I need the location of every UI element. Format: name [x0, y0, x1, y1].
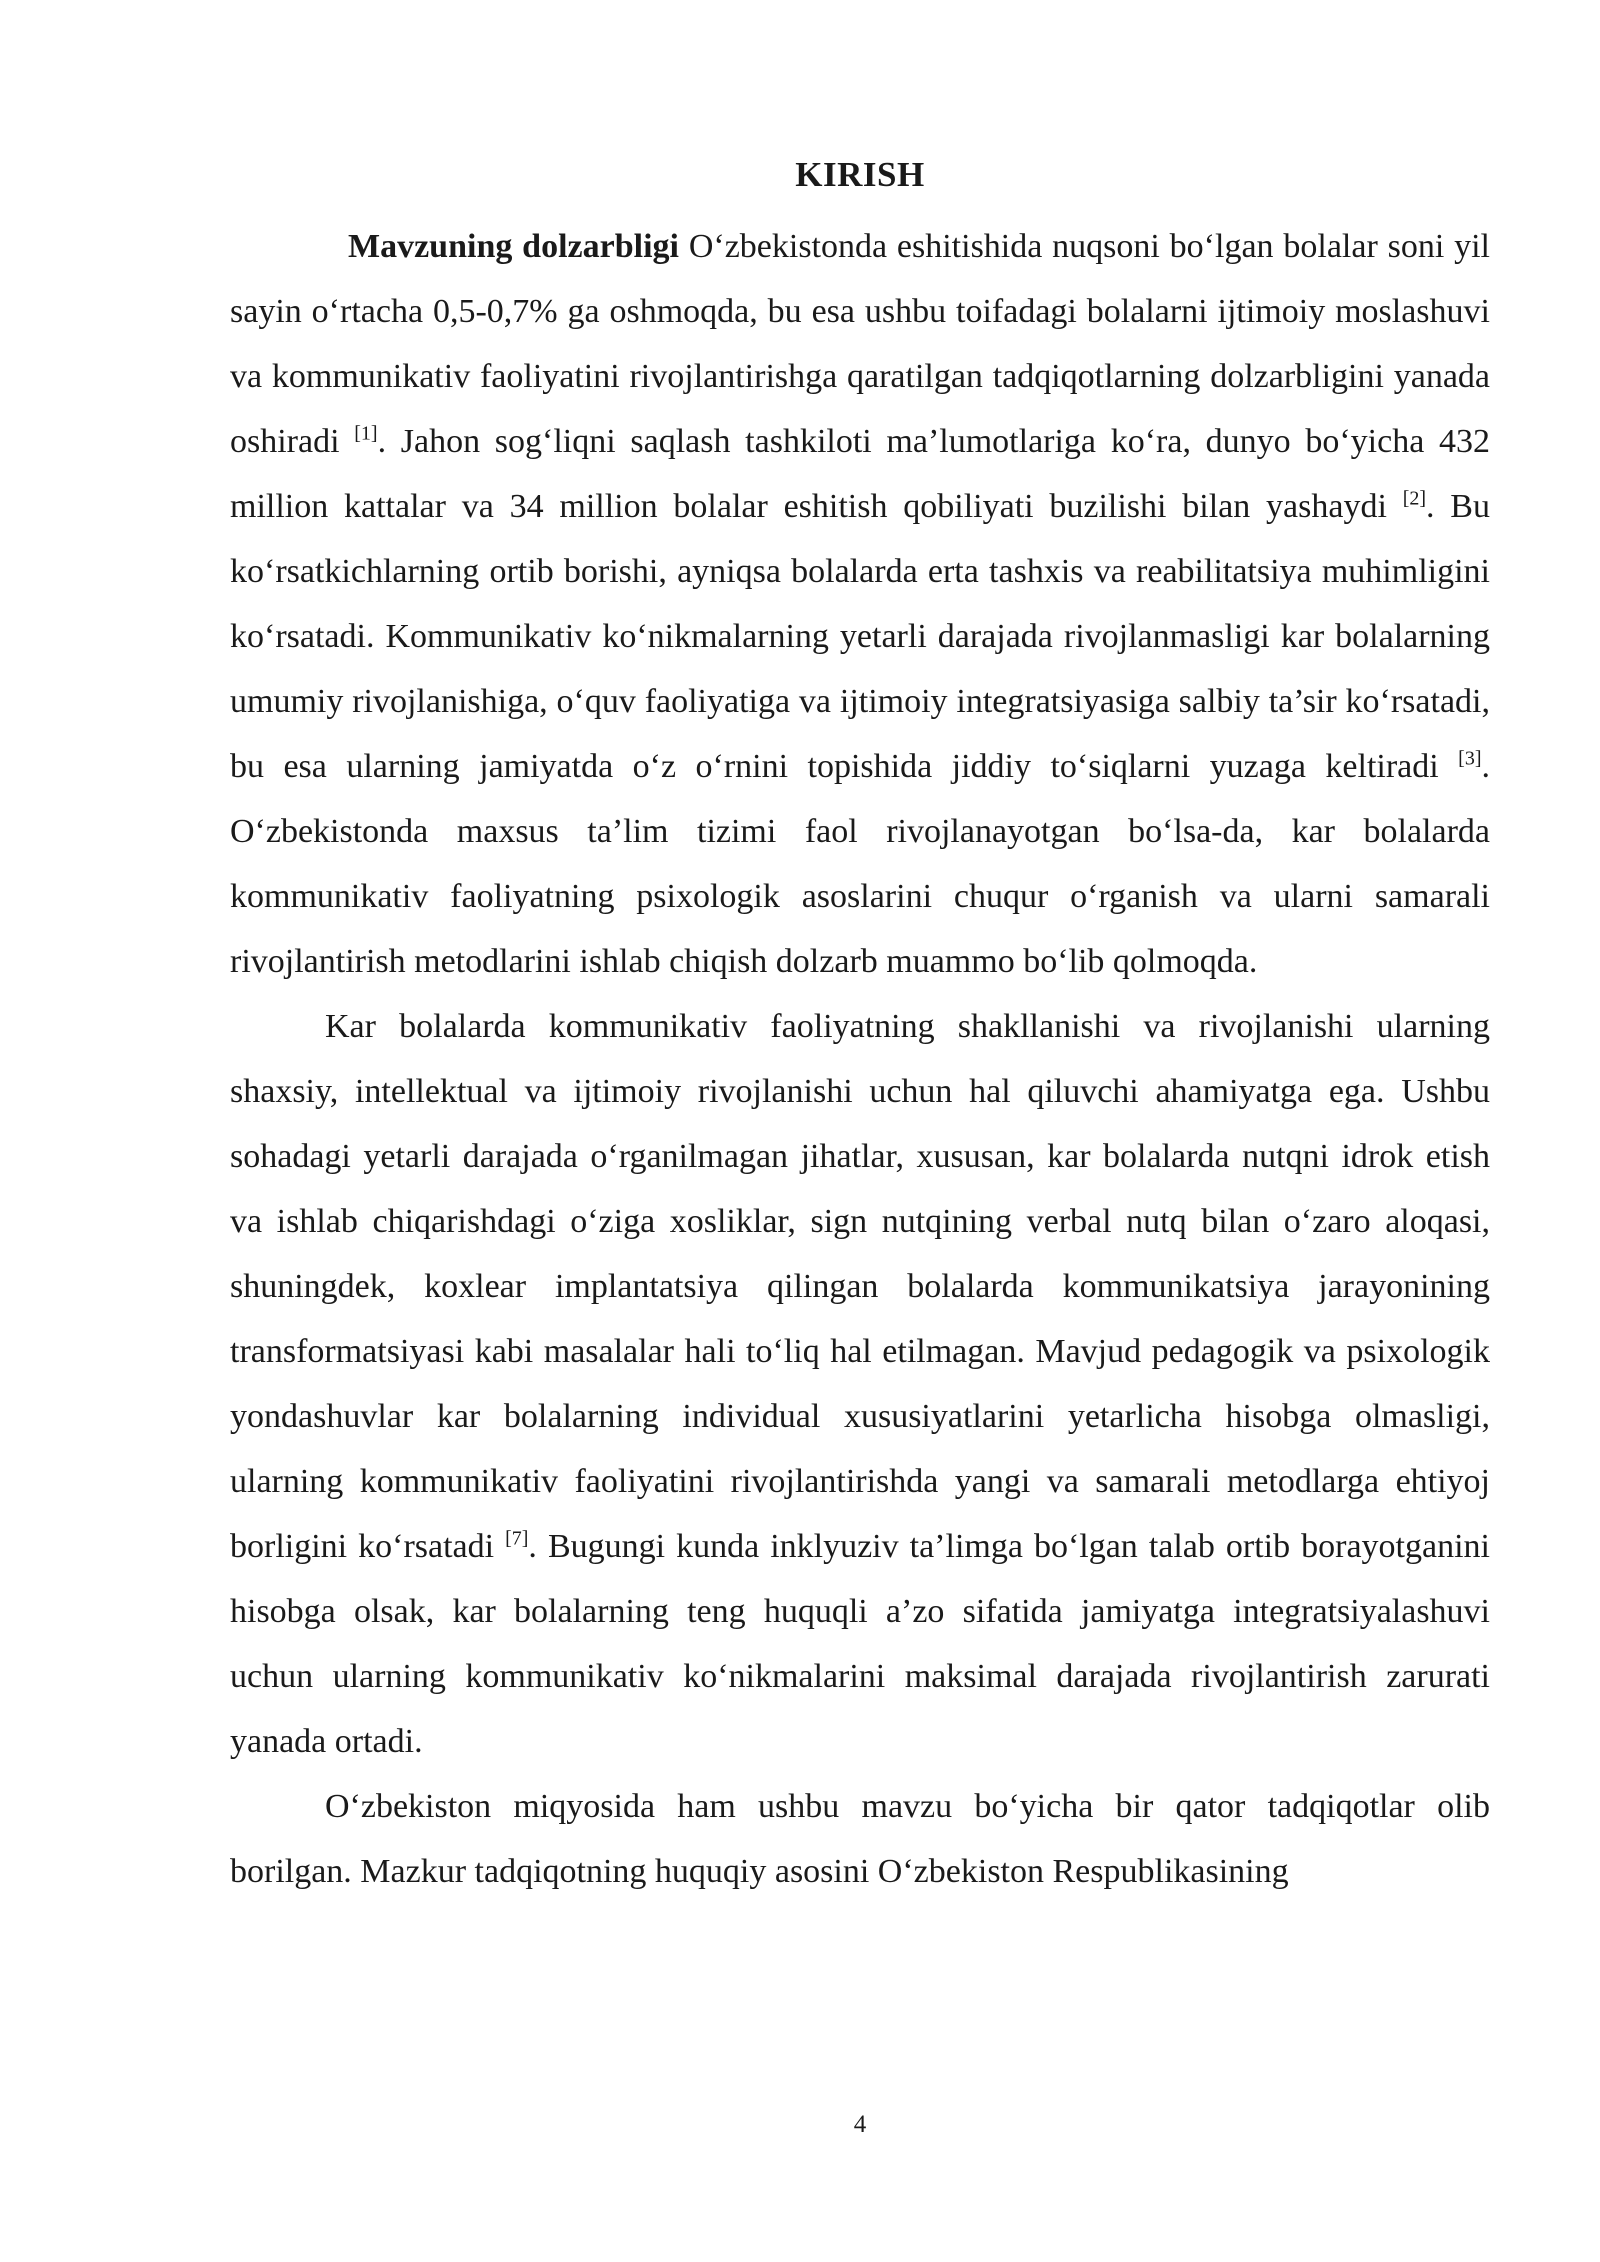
paragraph-lead: Mavzuning dolzarbligi: [348, 228, 679, 265]
page-number: 4: [853, 2111, 867, 2138]
paragraph-text: . Bu ko‘rsatkichlarning ortib borishi, ayniqsa bolalarda erta tashxis va reabilitatsiya muhimligini ko‘rsatadi. Kommunikativ ko‘nikmalarning yetarli darajada rivojlanmasligi kar bolalarning umumiy rivojlanishiga, o‘quv faoliyatiga va ijtimoiy integratsiyasiga salbiy ta’sir ko‘rsatadi, bu esa ularning jamiyatda o‘z o‘rnini topishida jiddiy to‘siqlarni yuzaga keltiradi: [230, 488, 1490, 785]
paragraph-text: . Bugungi kunda inklyuziv ta’limga bo‘lgan talab ortib borayotganini hisobga olsak, kar bolalarning teng huquqli a’zo sifatida jamiyatga integratsiyalashuvi uchun ularning kommunikativ ko‘nikmalarini maksimal darajada rivojlantirish zarurati yanada ortadi.: [230, 1528, 1490, 1760]
paragraph-communication: [230, 994, 1490, 1774]
reference-marker: [2]: [1402, 487, 1427, 510]
section-heading: KIRISH: [795, 155, 925, 194]
page-content: [230, 150, 1490, 1904]
paragraph-text: . O‘zbekistonda maxsus ta’lim tizimi faol rivojlanayotgan bo‘lsa-da, kar bolalarda kommunikativ faoliyatning psixologik asoslarini chuqur o‘rganish va ularni samarali rivojlantirish metodlarini ishlab chiqish dolzarb muammo bo‘lib qolmoqda.: [230, 748, 1490, 980]
reference-marker: [1]: [354, 422, 378, 445]
paragraph-research: [230, 1774, 1490, 1904]
paragraph-relevance: [230, 214, 1490, 994]
reference-marker: [3]: [1458, 747, 1482, 770]
paragraph-text: Kar bolalarda kommunikativ faoliyatning shakllanishi va rivojlanishi ularning shaxsiy, intellektual va ijtimoiy rivojlanishi uchun hal qiluvchi ahamiyatga ega. Ushbu sohadagi yetarli darajada o‘rganilmagan jihatlar, xususan, kar bolalarda nutqni idrok etish va ishlab chiqarishdagi o‘ziga xosliklar, sign nutqining verbal nutq bilan o‘zaro aloqasi, shuningdek, koxlear implantatsiya qilingan bolalarda kommunikatsiya jarayonining transformatsiyasi kabi masalalar hali to‘liq hal etilmagan. Mavjud pedagogik va psixologik yondashuvlar kar bolalarning individual xususiyatlarini yetarlicha hisobga olmasligi, ularning kommunikativ faoliyatini rivojlantirishda yangi va samarali metodlarga ehtiyoj borligini ko‘rsatadi: [230, 1008, 1490, 1565]
paragraph-text: . Jahon sog‘liqni saqlash tashkiloti ma’lumotlariga ko‘ra, dunyo bo‘yicha 432 million kattalar va 34 million bolalar eshitish qobiliyati buzilishi bilan yashaydi: [230, 423, 1491, 525]
paragraph-text: O‘zbekiston miqyosida ham ushbu mavzu bo‘yicha bir qator tadqiqotlar olib borilgan. Mazkur tadqiqotning huquqiy asosini O‘zbekiston Respublikasining: [230, 1788, 1490, 1890]
paragraph-text: O‘zbekistonda eshitishida nuqsoni bo‘lgan bolalar soni yil sayin o‘rtacha 0,5-0,7% ga oshmoqda, bu esa ushbu toifadagi bolalarni ijtimoiy moslashuvi va kommunikativ faoliyatini rivojlantirishga qaratilgan tadqiqotlarning dolzarbligini yanada oshiradi: [230, 228, 1491, 460]
reference-marker: [7]: [505, 1527, 529, 1550]
